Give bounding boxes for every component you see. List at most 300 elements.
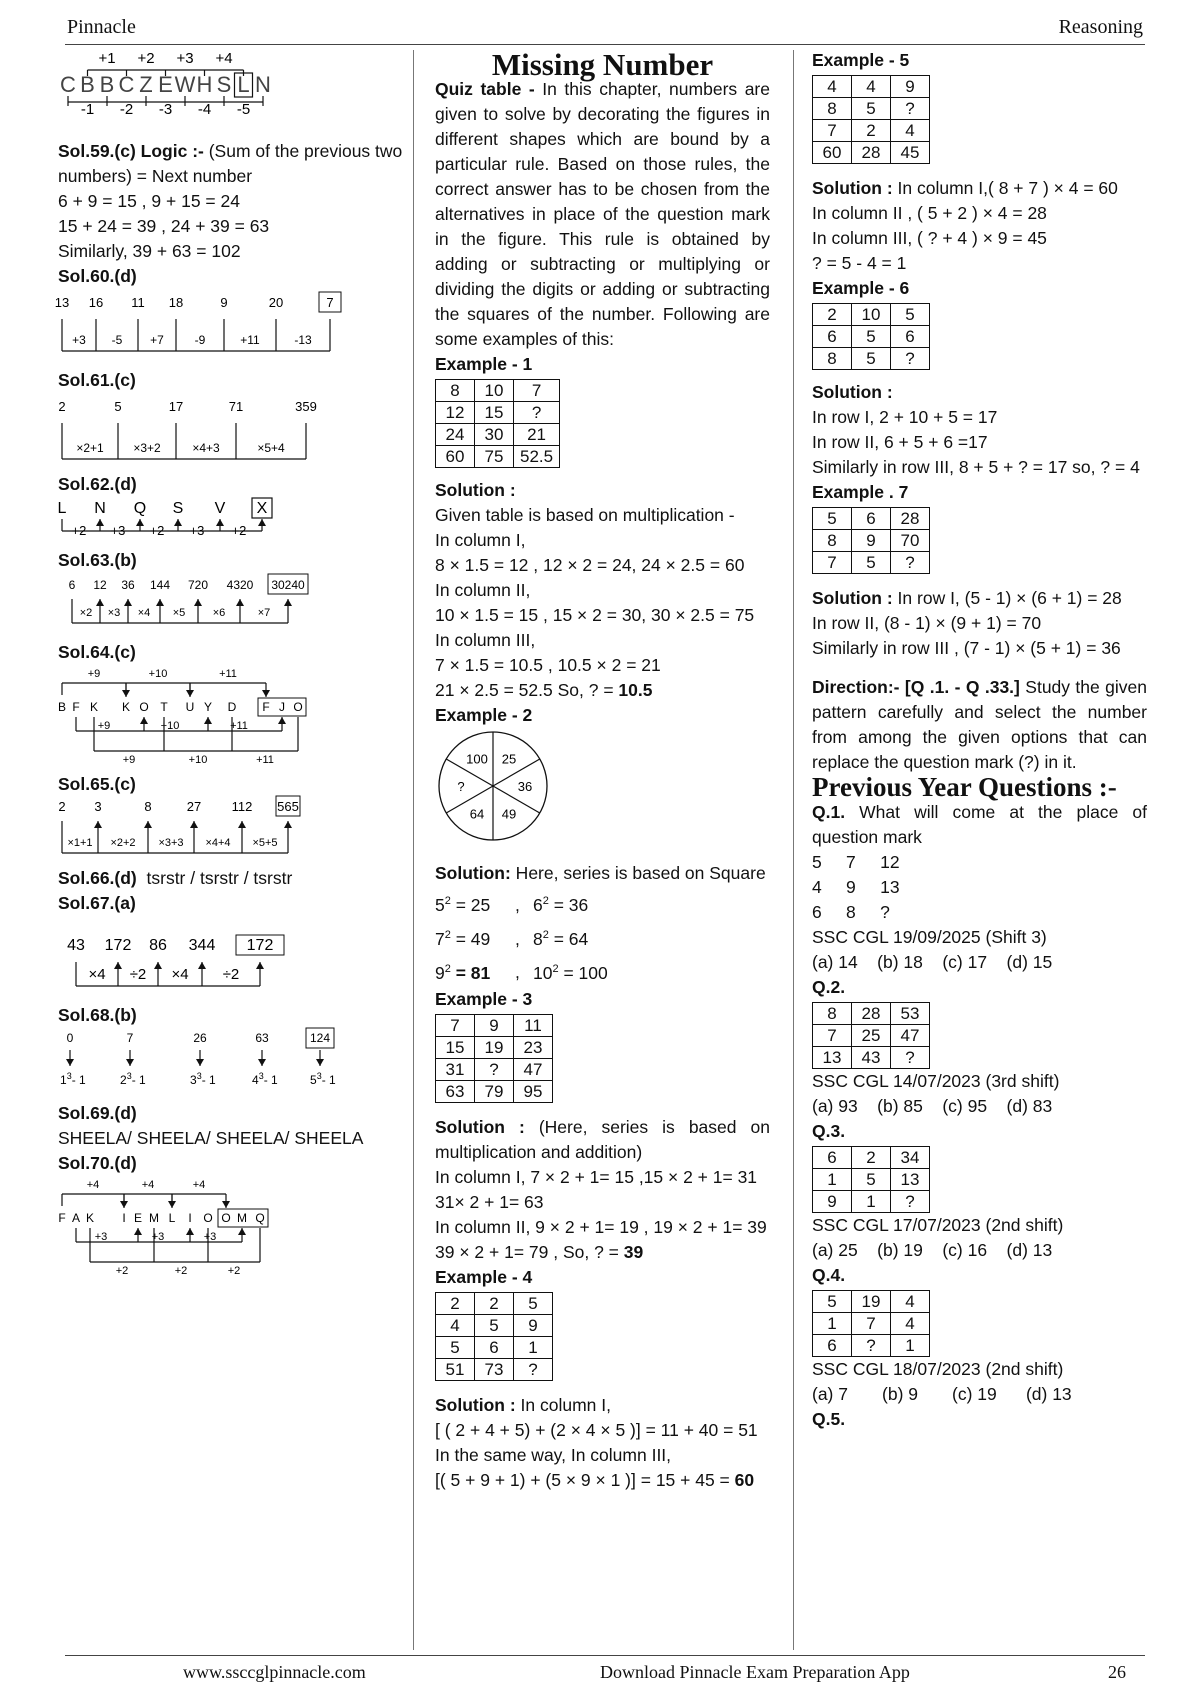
series-number: 2 [58, 799, 66, 814]
table-cell: 5 [852, 1169, 891, 1191]
series-letter: A [71, 1211, 81, 1225]
arrow-head [190, 821, 198, 828]
series-letter: C [60, 72, 76, 97]
arrow-head [114, 962, 122, 969]
direction-text: Study the given pattern carefully and select the number from among the given options that can replace the question mark (?) in it. [812, 677, 1147, 772]
example-3-table [435, 1014, 553, 1103]
example-7-table [812, 507, 930, 574]
answer: 39 [623, 1242, 644, 1263]
solution-line: Given table is based on multiplication - [435, 505, 735, 525]
table-cell: 52.5 [514, 446, 560, 468]
solution-line: In column II, [435, 580, 531, 600]
series-letter: F [262, 700, 270, 714]
solution-line: 31× 2 + 1= 63 [435, 1192, 544, 1213]
series-letter: H [196, 72, 213, 97]
series-number: 43 [67, 937, 85, 954]
table-cell: 10 [475, 380, 514, 402]
circle-value: 64 [469, 806, 485, 822]
circle-value: 25 [501, 751, 517, 767]
series-letter: K [89, 700, 99, 714]
arrow-head [96, 519, 104, 526]
series-letter: L [237, 72, 250, 97]
column-divider [793, 50, 794, 1650]
solution-heading-line [435, 861, 770, 886]
table-cell: 6 [813, 1335, 852, 1357]
table-cell: 5 [813, 508, 852, 530]
series-letter: I [188, 1211, 192, 1225]
operation-label: ×3+3 [158, 837, 184, 849]
solution-heading: Solution : [812, 588, 893, 608]
cube-expression: $5^3-$ 1 [310, 1071, 336, 1087]
series-letter: Q [255, 1211, 265, 1225]
question-source: SSC CGL 18/07/2023 (2nd shift) [812, 1359, 1064, 1379]
solution-text: [( 5 + 9 + 1) + (5 × 9 × 1 )] = 15 + 45 = [435, 1470, 735, 1491]
solution-heading-line [435, 1393, 770, 1418]
table-row [813, 1291, 930, 1313]
table-row [813, 326, 930, 348]
table-cell: 5 [852, 552, 891, 574]
arrow-head [140, 717, 148, 724]
direction [812, 675, 1147, 775]
sol-line: Similarly, 39 + 63 = 102 [58, 241, 241, 261]
operation-label: +10 [188, 754, 208, 766]
operation-label: +2 [231, 523, 247, 538]
solution-lines [812, 405, 1147, 480]
arrow-head [238, 821, 246, 828]
table-cell: 9 [475, 1015, 514, 1037]
table-cell: 4 [813, 76, 852, 98]
series-number: 6 [68, 578, 76, 592]
sol-heading: Sol.65.(c) [58, 774, 136, 794]
table-cell: ? [891, 348, 930, 370]
table-row [436, 1081, 553, 1103]
operation-label: +3 [176, 50, 194, 67]
operation-label: ×4+3 [192, 441, 220, 455]
table-cell: 70 [891, 530, 930, 552]
solution-text: In row I, (5 - 1) × (6 + 1) = 28 [892, 588, 1122, 608]
table-cell: 2 [852, 1147, 891, 1169]
sol-text: (Sum of the previous two numbers) = Next number [58, 141, 403, 186]
table-cell: ? [891, 552, 930, 574]
column-1 [54, 48, 403, 1283]
table-cell: 2 [813, 304, 852, 326]
solution-final [435, 1240, 770, 1265]
table-row [436, 1059, 553, 1081]
table-cell: 4 [852, 76, 891, 98]
table-cell: 73 [475, 1359, 514, 1381]
table-cell: 12 [436, 402, 475, 424]
table-row [813, 552, 930, 574]
table-cell: 7 [436, 1015, 475, 1037]
operation-label: ×6 [212, 607, 226, 619]
series-number: 71 [228, 399, 244, 414]
arrow-head [258, 519, 266, 526]
sol-heading: Sol.70.(d) [58, 1153, 137, 1173]
table-cell: ? [891, 98, 930, 120]
operation-label: ÷2 [222, 966, 240, 983]
operation-label: +9 [122, 754, 136, 766]
arrow-head [126, 1059, 134, 1066]
operation-label: +11 [230, 720, 248, 732]
series-letter: V [214, 500, 226, 517]
series-letter: N [94, 500, 106, 517]
table-row [813, 1191, 930, 1213]
table-row [436, 446, 560, 468]
series-number: 172 [104, 937, 132, 954]
table-cell: 21 [514, 424, 560, 446]
series-number: 565 [277, 799, 299, 814]
intro-paragraph [435, 77, 770, 352]
column-divider [413, 50, 414, 1650]
series-letter: T [160, 700, 168, 714]
question-options: (a) 25 (b) 19 (c) 16 (d) 13 [812, 1240, 1053, 1260]
operation-label: ×4 [88, 966, 106, 983]
series-number: 144 [149, 578, 171, 592]
series-number: 63 [255, 1031, 269, 1045]
series-letter: J [279, 700, 285, 714]
solution-line: [ ( 2 + 4 + 5) + (2 × 4 × 5 )] = 11 + 40 = 51 [435, 1420, 758, 1441]
table-cell: 5 [436, 1337, 475, 1359]
table-cell: ? [852, 1335, 891, 1357]
table-cell: 5 [891, 304, 930, 326]
question-row: 6 8 ? [812, 902, 890, 922]
question-number: Q.5. [812, 1409, 846, 1429]
series-letter: B [99, 72, 115, 97]
cube-expression: $2^3-$ 1 [120, 1071, 146, 1087]
series-number: 11 [131, 295, 145, 310]
sol-heading: Sol.69.(d) [58, 1103, 137, 1123]
table-cell: 5 [514, 1293, 553, 1315]
table-row [813, 304, 930, 326]
series-letter: O [293, 700, 303, 714]
header-right: Reasoning [1058, 16, 1143, 38]
chapter-title: Missing Number [491, 47, 714, 82]
column-3 [812, 48, 1147, 1432]
table-cell: 53 [891, 1003, 930, 1025]
operation-label: +3 [151, 1231, 165, 1243]
series-letter: K [121, 700, 131, 714]
sector-line [493, 759, 540, 786]
solution-line: ? = 5 - 4 = 1 [812, 253, 907, 273]
series-number: 18 [168, 295, 184, 310]
question-number: Q.2. [812, 977, 846, 997]
arrow-head [262, 690, 270, 697]
series-number: 26 [193, 1031, 207, 1045]
series-number: 124 [309, 1031, 331, 1045]
table-cell: 8 [813, 98, 852, 120]
table-cell: 15 [475, 402, 514, 424]
operation-label: +3 [72, 333, 86, 347]
sol-59 [58, 139, 403, 264]
solution-line: In column II, 9 × 2 + 1= 19 , 19 × 2 + 1= 39 [435, 1217, 767, 1238]
sol-60-diagram [54, 289, 403, 361]
series-number: 36 [121, 578, 135, 592]
solution-lines [435, 1165, 770, 1240]
operation-label: +3 [203, 1231, 217, 1243]
table-cell: 43 [852, 1047, 891, 1069]
table-cell: 9 [852, 530, 891, 552]
arrow-head [124, 599, 132, 606]
operation-label: ×3+2 [133, 441, 161, 455]
operation-label: +3 [189, 523, 205, 538]
solution-heading: Solution : [812, 178, 893, 198]
operation-label: ×2+2 [110, 837, 136, 849]
series-number: 2 [58, 399, 66, 414]
table-cell: 4 [891, 1313, 930, 1335]
sol-text: SHEELA/ SHEELA/ SHEELA/ SHEELA [58, 1128, 364, 1148]
table-row [813, 1025, 930, 1047]
solution-lines [435, 503, 770, 678]
square-item: $8^2 = 64$ [533, 928, 589, 949]
table-cell: 7 [514, 380, 560, 402]
example-5-table [812, 75, 930, 164]
sol-66 [58, 866, 403, 891]
series-letter: L [57, 500, 67, 517]
operation-label: +2 [227, 1265, 241, 1277]
operation-label: +2 [137, 50, 155, 67]
circle-value: ? [457, 779, 465, 794]
series-number: 20 [268, 295, 284, 310]
series-letter: E [158, 72, 173, 97]
operation-label: ×2 [79, 607, 93, 619]
table-cell: 34 [891, 1147, 930, 1169]
solution-line: In column I, 7 × 2 + 1= 15 ,15 × 2 + 1= 31 [435, 1167, 758, 1188]
operation-label: ÷2 [129, 966, 147, 983]
direction-heading: Direction:- [Q .1. - Q .33.] [812, 677, 1020, 697]
question-row: 4 9 13 [812, 877, 900, 897]
table-cell: 13 [891, 1169, 930, 1191]
table-cell: 25 [852, 1025, 891, 1047]
table-cell: 6 [891, 326, 930, 348]
table-cell: 6 [813, 326, 852, 348]
series-letter: Q [133, 500, 147, 517]
square-item: $7^2 = 49$ [435, 928, 491, 949]
table-row [813, 1147, 930, 1169]
table-cell: 2 [475, 1293, 514, 1315]
series-letter: O [203, 1211, 213, 1225]
operation-label: ×4 [171, 966, 189, 983]
operation-label: +7 [150, 333, 164, 347]
table-cell: 5 [813, 1291, 852, 1313]
series-number: 12 [93, 578, 107, 592]
series-letter: F [58, 1211, 66, 1225]
series-number: 4320 [226, 578, 254, 592]
table-row [813, 142, 930, 164]
series-number: 344 [188, 937, 216, 954]
series-number: 13 [54, 295, 70, 310]
arrow-head [186, 690, 194, 697]
table-cell: 7 [813, 1025, 852, 1047]
arrow-head [238, 1228, 246, 1235]
operation-label: ×1+1 [67, 837, 93, 849]
square-item: $5^2 = 25$ [435, 894, 491, 915]
pyq-title: Previous Year Questions :- [812, 772, 1117, 802]
arrow-head [136, 519, 144, 526]
solution-block [812, 586, 1147, 611]
arrow-head [174, 519, 182, 526]
table-row [813, 1047, 930, 1069]
solution-line: In row II, (8 - 1) × (9 + 1) = 70 [812, 613, 1042, 633]
table-cell: ? [891, 1047, 930, 1069]
table-cell: 19 [475, 1037, 514, 1059]
series-letter: B [80, 72, 95, 97]
operation-label: -5 [111, 333, 123, 347]
series-number: 0 [66, 1031, 74, 1045]
sol-heading: Sol.68.(b) [58, 1005, 137, 1025]
arrow-head [284, 821, 292, 828]
operation-label: -4 [197, 101, 212, 118]
footer-app: Download Pinnacle Exam Preparation App [600, 1662, 910, 1682]
operation-label: +11 [219, 668, 237, 680]
operation-label: -1 [80, 101, 95, 118]
series-number: 8 [144, 799, 152, 814]
question-number: Q.1. [812, 802, 846, 822]
table-cell: 4 [891, 120, 930, 142]
table-cell: 30 [475, 424, 514, 446]
table-cell: 2 [436, 1293, 475, 1315]
solution-line: Similarly in row III, 8 + 5 + ? = 17 so, ? = 4 [812, 457, 1140, 477]
table-cell: 4 [436, 1315, 475, 1337]
solution-line: In column III, ( ? + 4 ) × 9 = 45 [812, 228, 1047, 248]
series-letter: F [72, 700, 80, 714]
table-cell: 1 [514, 1337, 553, 1359]
series-letter: M [237, 1211, 247, 1225]
series-number: 5 [114, 399, 122, 414]
sol-70-diagram [58, 1176, 403, 1276]
series-letter: D [227, 700, 237, 714]
table-cell: 95 [514, 1081, 553, 1103]
footer-page-number: 26 [1108, 1662, 1126, 1682]
square-item: $9^2 = 81$ [435, 962, 491, 983]
sol-61-diagram [58, 393, 403, 465]
example-heading: Example . 7 [812, 482, 909, 502]
operation-label: +4 [192, 1179, 206, 1191]
question-3-table [812, 1146, 930, 1213]
table-row [813, 508, 930, 530]
table-cell: 45 [891, 142, 930, 164]
solution-heading: Solution : [812, 382, 893, 402]
series-letter: L [168, 1211, 176, 1225]
series-letter: S [172, 500, 184, 517]
solution-line: 10 × 1.5 = 15 , 15 × 2 = 30, 30 × 2.5 = 75 [435, 605, 755, 625]
circle-value: 100 [466, 751, 488, 767]
table-cell: ? [514, 402, 560, 424]
example-4-table [435, 1292, 553, 1381]
sol-64-diagram [58, 665, 403, 765]
solution-text: In column I, [515, 1395, 612, 1416]
table-cell: 5 [852, 326, 891, 348]
example-heading: Example - 3 [435, 989, 533, 1010]
operation-label: ×2+1 [76, 441, 104, 455]
arrow-head [196, 1059, 204, 1066]
table-row [813, 76, 930, 98]
solution-line: In row II, 6 + 5 + 6 =17 [812, 432, 988, 452]
solution-line: In row I, 2 + 10 + 5 = 17 [812, 407, 998, 427]
intro-heading: Quiz table - [435, 79, 535, 99]
arrow-head [134, 1228, 142, 1235]
question-1 [812, 800, 1147, 850]
sol-63-diagram [58, 573, 403, 633]
operation-label: -5 [236, 101, 251, 118]
example-2-circle [435, 728, 555, 848]
table-cell: 7 [813, 552, 852, 574]
example-1-table [435, 379, 560, 468]
series-number: 359 [295, 399, 317, 414]
operation-label: -9 [194, 333, 206, 347]
arrow-head [278, 717, 286, 724]
solution-final [435, 1468, 770, 1493]
question-row: 5 7 12 [812, 852, 900, 872]
solution-heading: Solution : [435, 480, 516, 500]
table-cell: 75 [475, 446, 514, 468]
arrow-head [144, 821, 152, 828]
table-cell: 9 [514, 1315, 553, 1337]
table-row [436, 424, 560, 446]
table-cell: 10 [852, 304, 891, 326]
operation-label: ×5 [172, 607, 186, 619]
operation-label: ×7 [257, 607, 271, 619]
sol-heading: Sol.64.(c) [58, 642, 136, 662]
table-cell: 47 [891, 1025, 930, 1047]
footer-website: www.ssccglpinnacle.com [183, 1662, 366, 1682]
solution-line: In column I, [435, 530, 526, 550]
example-heading: Example - 1 [435, 354, 533, 374]
solution-line: In column III, [435, 630, 536, 650]
table-cell: 7 [813, 120, 852, 142]
arrow-head [122, 690, 130, 697]
series-number: 16 [88, 295, 104, 310]
table-row [436, 1037, 553, 1059]
series-number: 30240 [271, 578, 305, 592]
table-cell: 5 [852, 348, 891, 370]
question-source: SSC CGL 19/09/2025 (Shift 3) [812, 927, 1047, 947]
answer: 60 [734, 1470, 755, 1491]
operation-label: +3 [94, 1231, 108, 1243]
solution-line: Similarly in row III , (7 - 1) × (5 + 1) = 36 [812, 638, 1121, 658]
series-number: 9 [220, 295, 228, 310]
operation-label: +2 [115, 1265, 129, 1277]
table-cell: ? [475, 1059, 514, 1081]
table-row [813, 1169, 930, 1191]
table-cell: 1 [891, 1335, 930, 1357]
arrow-head [316, 1059, 324, 1066]
operation-label: +1 [98, 50, 116, 67]
solution-line: 7 × 1.5 = 10.5 , 10.5 × 2 = 21 [435, 655, 661, 675]
square-item: $10^2 = 100$ [533, 962, 608, 983]
series-letter: K [85, 1211, 95, 1225]
table-row [813, 530, 930, 552]
table-cell: 1 [852, 1191, 891, 1213]
example-heading: Example - 5 [812, 50, 910, 70]
question-4-table [812, 1290, 930, 1357]
question-number: Q.3. [812, 1121, 846, 1141]
series-letter: U [185, 700, 195, 714]
table-cell: 6 [813, 1147, 852, 1169]
intro-text: In this chapter, numbers are given to solve by decorating the figures in different shapes which are bound by a particular rule. Based on those rules, the correct answer has to be chosen from the alternatives in place of the question mark in the figure. This rule is obtained by adding or subtracting or multiplying or dividing the digits or adding or subtracting the squares of the number. Following are some examples of this: [435, 79, 770, 349]
table-cell: 19 [852, 1291, 891, 1313]
arrow-head [154, 962, 162, 969]
table-cell: 9 [813, 1191, 852, 1213]
table-cell: 7 [852, 1313, 891, 1335]
solution-lines [435, 1418, 770, 1468]
operation-label: +4 [86, 1179, 100, 1191]
sol-67-diagram [58, 916, 403, 996]
table-cell: 24 [436, 424, 475, 446]
series-letter: C [118, 72, 135, 97]
table-cell: 51 [436, 1359, 475, 1381]
solution-heading: Solution : [435, 1395, 516, 1416]
arrow-head [222, 1201, 230, 1208]
